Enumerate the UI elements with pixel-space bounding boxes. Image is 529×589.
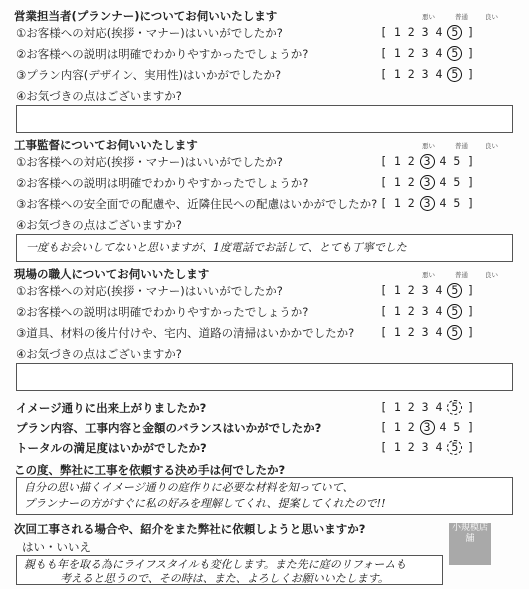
- scale-label: 良い: [485, 13, 498, 21]
- selected-rating[interactable]: 5: [447, 440, 462, 455]
- section-title: 工事監督についてお伺いいたします: [14, 138, 198, 152]
- selected-rating[interactable]: 3: [420, 420, 435, 435]
- question-text: ①お客様への対応(挨拶・マナー)はいいがでしたか?: [16, 26, 283, 40]
- selected-rating[interactable]: 3: [420, 196, 435, 211]
- question-text: ③お客様への安全面での配慮や、近隣住民への配慮はいかがでしたか?: [16, 197, 378, 211]
- section-title: 次回工事される場合や、紹介をまた弊社に依頼しようと思いますか?: [14, 522, 366, 536]
- rating-option[interactable]: 2: [407, 420, 415, 434]
- question-text: ①お客様への対応(挨拶・マナー)はいいがでしたか?: [16, 155, 283, 169]
- rating-option[interactable]: 1: [393, 175, 401, 189]
- yes-no-options: はい・いいえ: [22, 540, 91, 554]
- rating-option[interactable]: 2: [407, 400, 415, 414]
- answer-text: 親もも年を取る為にライフスタイルも変化します。また先に庭のリフォームも: [24, 558, 407, 571]
- question-text: プラン内容、工事内容と金額のバランスはいかがでしたか?: [16, 421, 322, 435]
- rating-option[interactable]: 3: [421, 304, 429, 318]
- scale-label: 悪い: [422, 271, 435, 279]
- rating-option[interactable]: 5: [453, 175, 461, 189]
- rating-scale: [ 1 2 3 4 5 ]: [380, 400, 475, 414]
- rating-option[interactable]: 2: [407, 304, 415, 318]
- rating-scale: [ 1 2 3 4 5 ]: [380, 25, 475, 39]
- scale-label: 良い: [485, 142, 498, 150]
- question-text: イメージ通りに出来上がりましたか?: [16, 401, 207, 415]
- rating-option[interactable]: 1: [393, 325, 401, 339]
- rating-option[interactable]: 5: [453, 154, 461, 168]
- selected-rating[interactable]: 5: [447, 400, 462, 415]
- rating-option[interactable]: 4: [435, 283, 443, 297]
- selected-rating[interactable]: 3: [420, 175, 435, 190]
- rating-scale: [ 1 2 3 4 5 ]: [380, 154, 475, 168]
- selected-rating[interactable]: 5: [447, 25, 462, 40]
- rating-option[interactable]: 3: [421, 67, 429, 81]
- rating-scale: [ 1 2 3 4 5 ]: [380, 325, 475, 339]
- rating-option[interactable]: 3: [421, 400, 429, 414]
- rating-option[interactable]: 3: [421, 325, 429, 339]
- rating-option[interactable]: 4: [439, 154, 447, 168]
- shop-stamp: 小規模店舗: [449, 523, 491, 565]
- scale-label: 良い: [485, 271, 498, 279]
- rating-scale: [ 1 2 3 4 5 ]: [380, 67, 475, 81]
- selected-rating[interactable]: 5: [447, 283, 462, 298]
- question-text: ①お客様への対応(挨拶・マナー)はいいがでしたか?: [16, 284, 283, 298]
- answer-text: 自分の思い描くイメージ通りの庭作りに必要な材料を知っていて、: [24, 481, 354, 494]
- comment-box[interactable]: [16, 105, 513, 133]
- rating-option[interactable]: 2: [407, 154, 415, 168]
- rating-option[interactable]: 4: [435, 67, 443, 81]
- rating-scale: [ 1 2 3 4 5 ]: [380, 420, 475, 434]
- comment-label: ④お気づきの点はございますか?: [16, 347, 182, 361]
- answer-text: プランナーの方がすぐに私の好みを理解してくれ、提案してくれたので!!: [24, 497, 386, 510]
- rating-option[interactable]: 4: [435, 304, 443, 318]
- rating-option[interactable]: 3: [421, 440, 429, 454]
- rating-option[interactable]: 4: [439, 420, 447, 434]
- rating-option[interactable]: 2: [407, 283, 415, 297]
- section-title: 営業担当者(プランナー)についてお伺いいたします: [14, 9, 278, 23]
- rating-option[interactable]: 2: [407, 67, 415, 81]
- scale-label: 悪い: [422, 142, 435, 150]
- rating-option[interactable]: 1: [393, 154, 401, 168]
- rating-option[interactable]: 1: [393, 67, 401, 81]
- comment-label: ④お気づきの点はございますか?: [16, 218, 182, 232]
- question-text: ②お客様への説明は明確でわかりやすかったでしょうか?: [16, 47, 309, 61]
- rating-scale: [ 1 2 3 4 5 ]: [380, 440, 475, 454]
- scale-label: 悪い: [422, 13, 435, 21]
- rating-option[interactable]: 2: [407, 440, 415, 454]
- rating-option[interactable]: 2: [407, 175, 415, 189]
- scale-label: 普通: [455, 142, 468, 150]
- question-text: ③プラン内容(デザイン、実用性)はいかがでしたか?: [16, 68, 282, 82]
- question-text: トータルの満足度はいかがでしたか?: [16, 441, 207, 455]
- rating-option[interactable]: 1: [393, 400, 401, 414]
- rating-option[interactable]: 1: [393, 25, 401, 39]
- rating-scale: [ 1 2 3 4 5 ]: [380, 46, 475, 60]
- rating-option[interactable]: 4: [435, 25, 443, 39]
- rating-option[interactable]: 2: [407, 25, 415, 39]
- rating-scale: [ 1 2 3 4 5 ]: [380, 196, 475, 210]
- selected-rating[interactable]: 5: [447, 67, 462, 82]
- rating-option[interactable]: 2: [407, 46, 415, 60]
- rating-option[interactable]: 1: [393, 196, 401, 210]
- rating-option[interactable]: 5: [453, 196, 461, 210]
- question-text: ②お客様への説明は明確でわかりやすかったでしょうか?: [16, 305, 309, 319]
- rating-option[interactable]: 4: [435, 325, 443, 339]
- rating-scale: [ 1 2 3 4 5 ]: [380, 304, 475, 318]
- rating-scale: [ 1 2 3 4 5 ]: [380, 283, 475, 297]
- rating-option[interactable]: 4: [439, 175, 447, 189]
- selected-rating[interactable]: 5: [447, 325, 462, 340]
- rating-option[interactable]: 4: [439, 196, 447, 210]
- rating-option[interactable]: 1: [393, 46, 401, 60]
- rating-option[interactable]: 1: [393, 420, 401, 434]
- section-title: 現場の職人についてお伺いいたします: [14, 267, 210, 281]
- rating-option[interactable]: 4: [435, 400, 443, 414]
- rating-option[interactable]: 4: [435, 440, 443, 454]
- rating-option[interactable]: 4: [435, 46, 443, 60]
- rating-option[interactable]: 3: [421, 25, 429, 39]
- answer-text: 考えると思うので、その時は、また、よろしくお願いいたします。: [60, 572, 389, 585]
- rating-option[interactable]: 3: [421, 283, 429, 297]
- rating-option[interactable]: 1: [393, 304, 401, 318]
- rating-scale: [ 1 2 3 4 5 ]: [380, 175, 475, 189]
- question-text: ②お客様への説明は明確でわかりやすかったでしょうか?: [16, 176, 309, 190]
- scale-label: 普通: [455, 13, 468, 21]
- rating-option[interactable]: 5: [453, 420, 461, 434]
- scale-label: 普通: [455, 271, 468, 279]
- comment-text: 一度もお会いしてないと思いますが、1度電話でお話して、とても丁寧でした: [26, 241, 407, 254]
- question-text: ③道具、材料の後片付けや、宅内、道路の清掃はいかかでしたか?: [16, 326, 355, 340]
- rating-option[interactable]: 1: [393, 440, 401, 454]
- selected-rating[interactable]: 3: [420, 154, 435, 169]
- rating-option[interactable]: 2: [407, 196, 415, 210]
- rating-option[interactable]: 1: [393, 283, 401, 297]
- section-title: この度、弊社に工事を依頼する決め手は何でしたか?: [14, 463, 286, 477]
- rating-option[interactable]: 2: [407, 325, 415, 339]
- comment-label: ④お気づきの点はございますか?: [16, 89, 182, 103]
- selected-rating[interactable]: 5: [447, 46, 462, 61]
- selected-rating[interactable]: 5: [447, 304, 462, 319]
- rating-option[interactable]: 3: [421, 46, 429, 60]
- comment-box[interactable]: [16, 363, 513, 391]
